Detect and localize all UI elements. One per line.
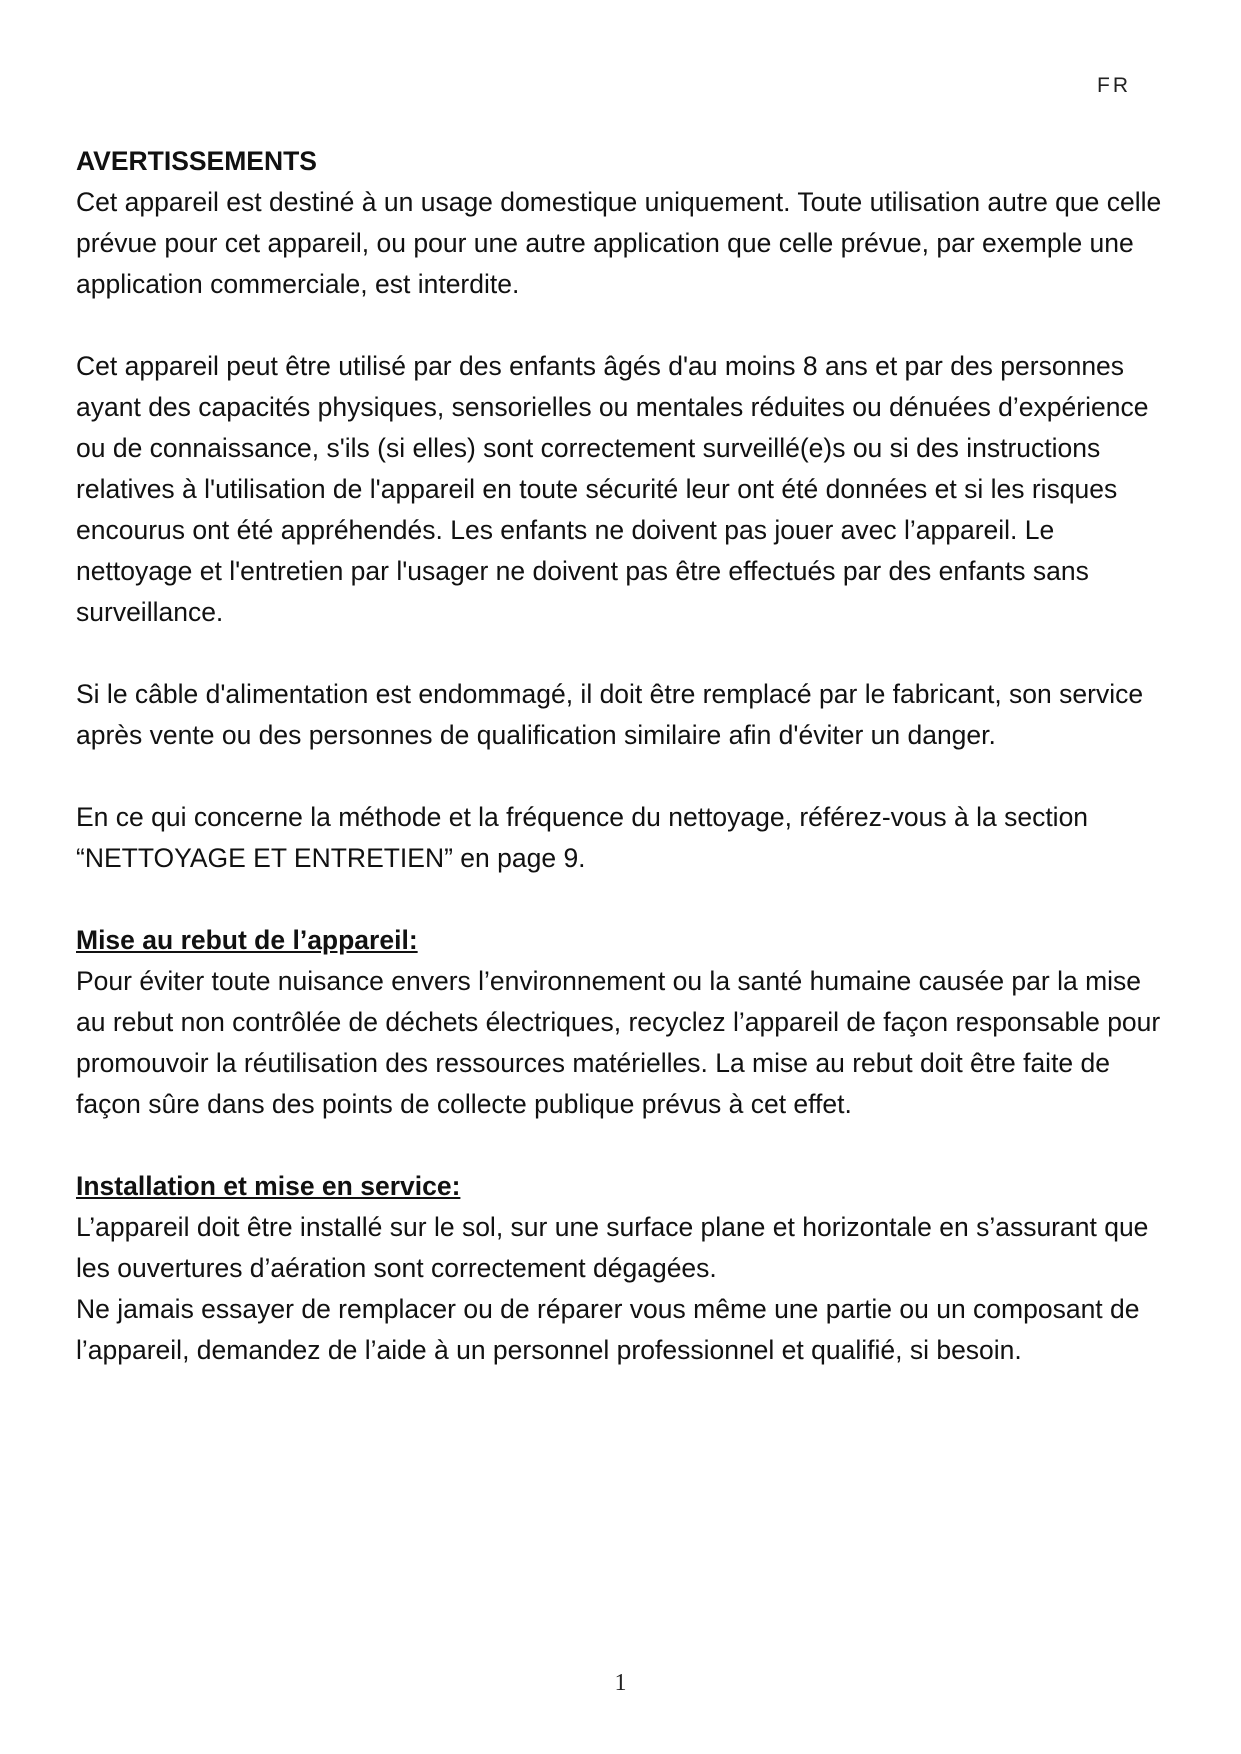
- language-code: FR: [1097, 74, 1131, 97]
- spacer: [76, 633, 1166, 674]
- installation-title: Installation et mise en service:: [76, 1171, 461, 1201]
- warnings-title: AVERTISSEMENTS: [76, 146, 317, 176]
- warnings-paragraph-children: Cet appareil peut être utilisé par des enfants âgés d'au moins 8 ans et par des personnes ayant des capacités physiques, sensorielles ou mentales réduites ou dénuées d’expérience ou de connaissance, s'ils (si elles) sont correctement surveillé(e)s ou si des instructions relatives à l'utilisation de l'appareil en toute sécurité leur ont été données et si les risques encourus ont été appréhendés. Les enfants ne doivent pas jouer avec l’appareil. Le nettoyage et l'entretien par l'usager ne doivent pas être effectués par des enfants sans surveillance.: [76, 351, 1149, 627]
- installation-paragraph-repair: Ne jamais essayer de remplacer ou de réparer vous même une partie ou un composant de l’appareil, demandez de l’aide à un personnel professionnel et qualifié, si besoin.: [76, 1294, 1140, 1365]
- spacer: [76, 756, 1166, 797]
- installation-paragraph-floor: L’appareil doit être installé sur le sol, sur une surface plane et horizontale en s’assurant que les ouvertures d’aération sont correctement dégagées.: [76, 1212, 1149, 1283]
- warnings-paragraph-cleaning: En ce qui concerne la méthode et la fréquence du nettoyage, référez-vous à la section “NETTOYAGE ET ENTRETIEN” en page 9.: [76, 802, 1089, 873]
- page-number: 1: [614, 1670, 627, 1696]
- warnings-paragraph-domestic-use: Cet appareil est destiné à un usage domestique uniquement. Toute utilisation autre que celle prévue pour cet appareil, ou pour une autre application que celle prévue, par exemple une application commerciale, est interdite.: [76, 187, 1162, 299]
- disposal-paragraph: Pour éviter toute nuisance envers l’environnement ou la santé humaine causée par la mise au rebut non contrôlée de déchets électriques, recyclez l’appareil de façon responsable pour promouvoir la réutilisation des ressources matérielles. La mise au rebut doit être faite de façon sûre dans des points de collecte publique prévus à cet effet.: [76, 966, 1161, 1119]
- spacer: [76, 305, 1166, 346]
- warnings-paragraph-power-cable: Si le câble d'alimentation est endommagé, il doit être remplacé par le fabricant, son service après vente ou des personnes de qualification similaire afin d'éviter un danger.: [76, 679, 1144, 750]
- document-body: [76, 141, 1166, 1371]
- spacer: [76, 879, 1166, 920]
- spacer: [76, 1125, 1166, 1166]
- disposal-title: Mise au rebut de l’appareil:: [76, 925, 418, 955]
